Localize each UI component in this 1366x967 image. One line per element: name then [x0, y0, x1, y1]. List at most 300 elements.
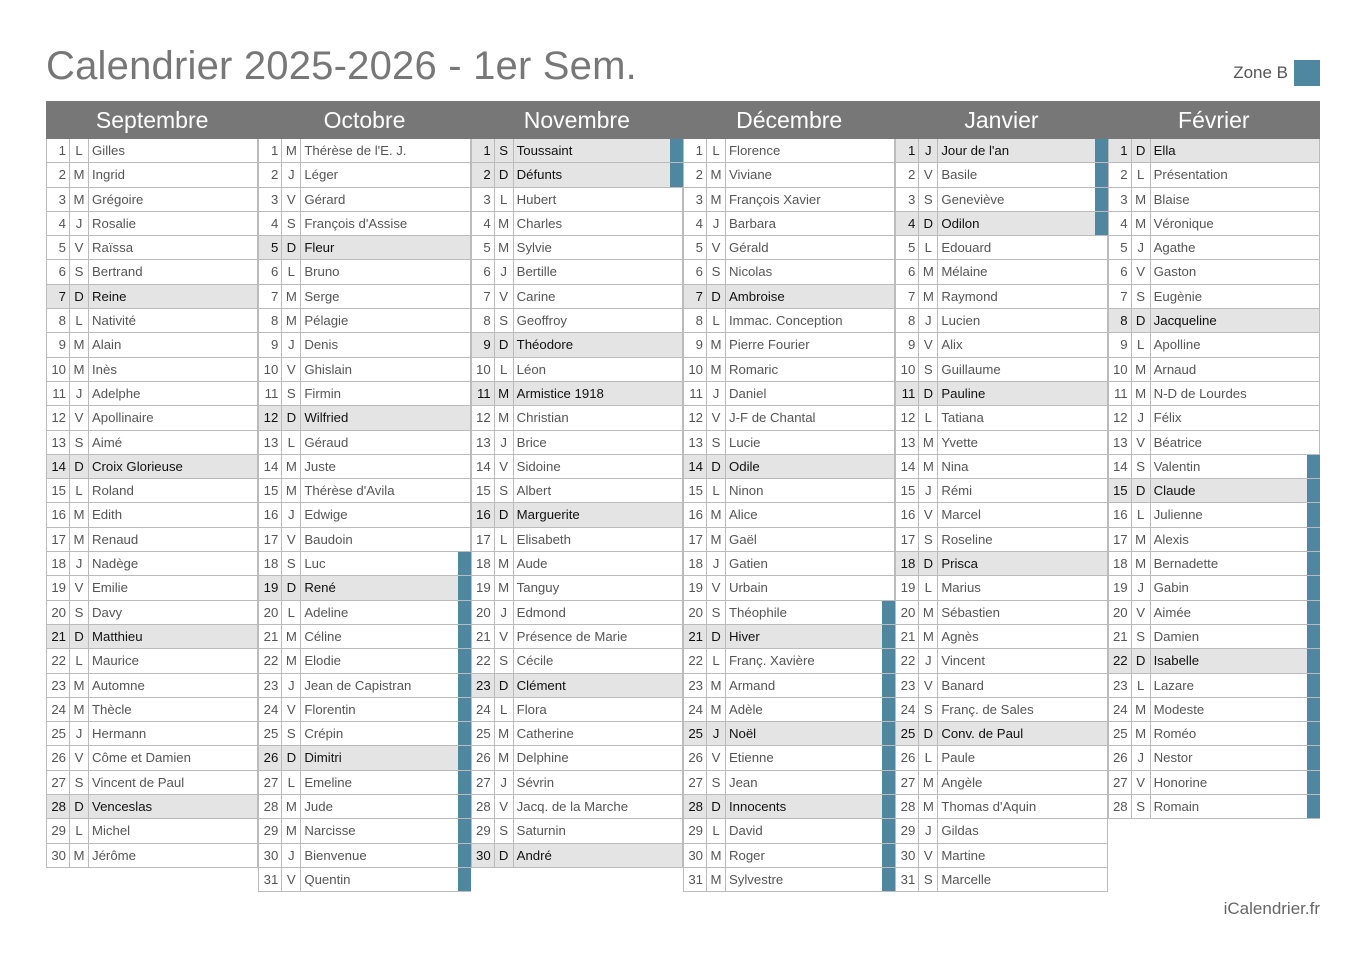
day-number: 17 — [683, 528, 707, 551]
day-letter: D — [1132, 479, 1151, 502]
day-row — [683, 285, 895, 309]
saint-name: Roland — [89, 479, 258, 502]
day-number: 9 — [46, 333, 70, 356]
day-letter: L — [70, 139, 89, 162]
day-row — [1108, 188, 1320, 212]
day-letter: L — [70, 479, 89, 502]
day-number: 15 — [1108, 479, 1132, 502]
day-number: 15 — [471, 479, 495, 502]
day-letter: L — [495, 358, 514, 381]
day-letter: S — [282, 382, 301, 405]
day-number: 12 — [683, 406, 707, 429]
day-row — [258, 576, 470, 600]
saint-name: Aimé — [89, 431, 258, 454]
day-row — [683, 795, 895, 819]
saint-name: Sébastien — [938, 601, 1107, 624]
saint-name: Roger — [726, 844, 895, 867]
day-number: 18 — [258, 552, 282, 575]
saint-name: Jean de Capistran — [301, 674, 470, 697]
saint-name: Venceslas — [89, 795, 258, 818]
day-letter: L — [1132, 163, 1151, 186]
day-number: 14 — [1108, 455, 1132, 478]
day-row — [683, 625, 895, 649]
saint-name: Vincent — [938, 649, 1107, 672]
saint-name: Gérald — [726, 236, 895, 259]
saint-name: Franç. de Sales — [938, 698, 1107, 721]
saint-name: Aimée — [1151, 601, 1320, 624]
day-row — [471, 771, 683, 795]
day-number: 23 — [46, 674, 70, 697]
day-row — [46, 260, 258, 284]
saint-name: N-D de Lourdes — [1151, 382, 1320, 405]
day-row — [683, 601, 895, 625]
day-row — [895, 868, 1107, 892]
day-row — [258, 674, 470, 698]
day-number: 20 — [1108, 601, 1132, 624]
day-letter: D — [707, 795, 726, 818]
day-row — [258, 795, 470, 819]
day-row — [46, 795, 258, 819]
day-row — [46, 285, 258, 309]
day-row — [471, 333, 683, 357]
day-row — [258, 309, 470, 333]
saint-name: Odilon — [938, 212, 1107, 235]
saint-name: Charles — [514, 212, 683, 235]
day-letter: M — [495, 746, 514, 769]
saint-name: Sidoine — [514, 455, 683, 478]
day-letter: M — [919, 260, 938, 283]
day-row — [683, 455, 895, 479]
month-header: Décembre — [683, 101, 895, 139]
day-row — [1108, 722, 1320, 746]
day-number: 18 — [46, 552, 70, 575]
day-row — [1108, 455, 1320, 479]
day-number: 21 — [471, 625, 495, 648]
saint-name: Théodore — [514, 333, 683, 356]
day-row — [471, 601, 683, 625]
day-number: 21 — [683, 625, 707, 648]
saint-name: Hubert — [514, 188, 683, 211]
day-row — [1108, 601, 1320, 625]
saint-name: Gildas — [938, 819, 1107, 842]
day-row — [683, 188, 895, 212]
saint-name: Automne — [89, 674, 258, 697]
saint-name: Davy — [89, 601, 258, 624]
saint-name: Julienne — [1151, 503, 1320, 526]
day-number: 22 — [258, 649, 282, 672]
day-letter: L — [919, 236, 938, 259]
saint-name: Innocents — [726, 795, 895, 818]
day-row — [258, 139, 470, 163]
day-number: 26 — [895, 746, 919, 769]
saint-name: Grégoire — [89, 188, 258, 211]
day-row — [258, 819, 470, 843]
saint-name: Thérèse de l'E. J. — [301, 139, 470, 162]
saint-name: Thomas d'Aquin — [938, 795, 1107, 818]
day-number: 17 — [471, 528, 495, 551]
day-number: 6 — [46, 260, 70, 283]
day-row — [1108, 212, 1320, 236]
day-letter: S — [1132, 285, 1151, 308]
day-letter: S — [1132, 795, 1151, 818]
day-letter: M — [707, 333, 726, 356]
day-row — [258, 625, 470, 649]
day-letter: V — [1132, 771, 1151, 794]
day-letter: S — [707, 601, 726, 624]
day-row — [471, 285, 683, 309]
day-row — [683, 528, 895, 552]
day-row — [895, 431, 1107, 455]
day-letter: L — [1132, 503, 1151, 526]
day-row — [895, 844, 1107, 868]
day-letter: M — [495, 382, 514, 405]
saint-name: Dimitri — [301, 746, 470, 769]
day-number: 24 — [258, 698, 282, 721]
day-number: 9 — [471, 333, 495, 356]
saint-name: Ingrid — [89, 163, 258, 186]
day-number: 12 — [1108, 406, 1132, 429]
day-row — [471, 188, 683, 212]
day-row — [683, 674, 895, 698]
day-letter: M — [707, 844, 726, 867]
day-number: 16 — [258, 503, 282, 526]
day-number: 7 — [471, 285, 495, 308]
day-number: 7 — [46, 285, 70, 308]
saint-name: Renaud — [89, 528, 258, 551]
saint-name: Thècle — [89, 698, 258, 721]
day-letter: S — [707, 431, 726, 454]
day-number: 31 — [683, 868, 707, 891]
day-number: 30 — [895, 844, 919, 867]
day-row — [1108, 285, 1320, 309]
saint-name: Nestor — [1151, 746, 1320, 769]
day-row — [46, 698, 258, 722]
day-number: 13 — [1108, 431, 1132, 454]
day-number: 6 — [258, 260, 282, 283]
day-number: 7 — [258, 285, 282, 308]
day-letter: M — [282, 139, 301, 162]
day-row — [895, 649, 1107, 673]
day-letter: M — [70, 163, 89, 186]
month-column — [683, 101, 895, 892]
day-number: 10 — [895, 358, 919, 381]
day-letter: V — [282, 868, 301, 891]
day-number: 23 — [895, 674, 919, 697]
day-number: 26 — [683, 746, 707, 769]
day-number: 26 — [471, 746, 495, 769]
day-number: 22 — [46, 649, 70, 672]
day-letter: L — [70, 649, 89, 672]
day-row — [895, 260, 1107, 284]
day-letter: M — [282, 309, 301, 332]
day-number: 13 — [471, 431, 495, 454]
saint-name: Défunts — [514, 163, 683, 186]
day-number: 28 — [471, 795, 495, 818]
day-row — [46, 188, 258, 212]
day-number: 29 — [258, 819, 282, 842]
day-row — [471, 309, 683, 333]
day-row — [258, 406, 470, 430]
day-number: 3 — [1108, 188, 1132, 211]
day-letter: M — [1132, 552, 1151, 575]
day-number: 30 — [683, 844, 707, 867]
day-row — [258, 382, 470, 406]
day-row — [1108, 698, 1320, 722]
day-row — [683, 309, 895, 333]
day-number: 3 — [258, 188, 282, 211]
day-number: 11 — [471, 382, 495, 405]
saint-name: Alain — [89, 333, 258, 356]
saint-name: Côme et Damien — [89, 746, 258, 769]
day-row — [683, 503, 895, 527]
day-number: 1 — [258, 139, 282, 162]
saint-name: Immac. Conception — [726, 309, 895, 332]
day-row — [1108, 649, 1320, 673]
day-row — [1108, 358, 1320, 382]
day-letter: D — [495, 163, 514, 186]
day-row — [46, 576, 258, 600]
day-letter: S — [495, 819, 514, 842]
saint-name: Sévrin — [514, 771, 683, 794]
saint-name: Valentin — [1151, 455, 1320, 478]
day-letter: M — [70, 503, 89, 526]
day-number: 29 — [683, 819, 707, 842]
day-letter: V — [495, 625, 514, 648]
saint-name: David — [726, 819, 895, 842]
day-letter: V — [282, 358, 301, 381]
day-number: 3 — [46, 188, 70, 211]
day-row — [258, 503, 470, 527]
day-row — [258, 358, 470, 382]
day-number: 24 — [1108, 698, 1132, 721]
saint-name: Ninon — [726, 479, 895, 502]
day-letter: D — [919, 722, 938, 745]
day-letter: D — [495, 333, 514, 356]
day-number: 5 — [1108, 236, 1132, 259]
day-letter: L — [919, 406, 938, 429]
day-number: 13 — [46, 431, 70, 454]
day-letter: J — [70, 722, 89, 745]
day-letter: J — [707, 552, 726, 575]
saint-name: Eugènie — [1151, 285, 1320, 308]
day-row — [258, 333, 470, 357]
day-row — [471, 163, 683, 187]
day-letter: M — [919, 455, 938, 478]
day-number: 3 — [471, 188, 495, 211]
day-number: 5 — [46, 236, 70, 259]
saint-name: Geneviève — [938, 188, 1107, 211]
day-number: 25 — [46, 722, 70, 745]
day-number: 6 — [895, 260, 919, 283]
day-number: 22 — [471, 649, 495, 672]
day-letter: J — [707, 212, 726, 235]
saint-name: Marius — [938, 576, 1107, 599]
day-number: 29 — [895, 819, 919, 842]
day-row — [46, 431, 258, 455]
day-number: 18 — [1108, 552, 1132, 575]
day-number: 21 — [258, 625, 282, 648]
day-number: 14 — [258, 455, 282, 478]
day-letter: L — [282, 431, 301, 454]
day-letter: L — [70, 309, 89, 332]
saint-name: Edwige — [301, 503, 470, 526]
saint-name: Roméo — [1151, 722, 1320, 745]
saint-name: Honorine — [1151, 771, 1320, 794]
day-row — [895, 139, 1107, 163]
day-letter: J — [919, 309, 938, 332]
day-row — [258, 601, 470, 625]
day-letter: S — [707, 260, 726, 283]
day-letter: S — [919, 358, 938, 381]
day-letter: D — [282, 406, 301, 429]
day-row — [683, 163, 895, 187]
day-letter: V — [919, 503, 938, 526]
saint-name: Edith — [89, 503, 258, 526]
day-letter: S — [282, 212, 301, 235]
day-number: 2 — [683, 163, 707, 186]
day-letter: S — [282, 722, 301, 745]
day-number: 29 — [46, 819, 70, 842]
saint-name: Roseline — [938, 528, 1107, 551]
day-number: 24 — [895, 698, 919, 721]
day-row — [683, 358, 895, 382]
saint-name: Wilfried — [301, 406, 470, 429]
month-column — [258, 101, 470, 892]
day-letter: M — [1132, 698, 1151, 721]
day-letter: D — [1132, 309, 1151, 332]
day-row — [471, 795, 683, 819]
day-row — [683, 698, 895, 722]
day-letter: L — [707, 139, 726, 162]
saint-name: Maurice — [89, 649, 258, 672]
day-number: 14 — [471, 455, 495, 478]
saint-name: Prisca — [938, 552, 1107, 575]
day-number: 1 — [46, 139, 70, 162]
day-row — [46, 552, 258, 576]
day-number: 19 — [895, 576, 919, 599]
day-row — [895, 771, 1107, 795]
saint-name: Quentin — [301, 868, 470, 891]
day-number: 1 — [1108, 139, 1132, 162]
saint-name: Albert — [514, 479, 683, 502]
day-letter: V — [707, 236, 726, 259]
day-number: 17 — [1108, 528, 1132, 551]
day-row — [471, 844, 683, 868]
saint-name: Ghislain — [301, 358, 470, 381]
month-header: Novembre — [471, 101, 683, 139]
day-letter: M — [495, 552, 514, 575]
day-row — [1108, 746, 1320, 770]
saint-name: Ambroise — [726, 285, 895, 308]
saint-name: Urbain — [726, 576, 895, 599]
day-row — [471, 260, 683, 284]
day-number: 26 — [258, 746, 282, 769]
day-number: 27 — [1108, 771, 1132, 794]
day-number: 4 — [46, 212, 70, 235]
zone-swatch — [1294, 60, 1320, 86]
day-letter: S — [282, 552, 301, 575]
saint-name: Noël — [726, 722, 895, 745]
day-number: 11 — [258, 382, 282, 405]
day-row — [1108, 528, 1320, 552]
saint-name: Marcel — [938, 503, 1107, 526]
saint-name: Agnès — [938, 625, 1107, 648]
saint-name: Adeline — [301, 601, 470, 624]
day-number: 4 — [1108, 212, 1132, 235]
day-row — [46, 333, 258, 357]
day-letter: M — [495, 212, 514, 235]
day-row — [258, 868, 470, 892]
month-header: Octobre — [258, 101, 470, 139]
day-row — [895, 455, 1107, 479]
day-row — [471, 528, 683, 552]
saint-name: Thérèse d'Avila — [301, 479, 470, 502]
day-number: 24 — [46, 698, 70, 721]
saint-name: Geoffroy — [514, 309, 683, 332]
day-row — [683, 236, 895, 260]
day-number: 16 — [683, 503, 707, 526]
day-number: 20 — [895, 601, 919, 624]
day-number: 16 — [46, 503, 70, 526]
day-letter: M — [495, 406, 514, 429]
day-row — [1108, 479, 1320, 503]
day-number: 7 — [683, 285, 707, 308]
day-number: 19 — [683, 576, 707, 599]
day-number: 12 — [471, 406, 495, 429]
day-number: 8 — [258, 309, 282, 332]
day-row — [258, 212, 470, 236]
day-number: 27 — [258, 771, 282, 794]
day-number: 19 — [46, 576, 70, 599]
day-row — [471, 431, 683, 455]
day-number: 9 — [258, 333, 282, 356]
saint-name: Serge — [301, 285, 470, 308]
day-row — [46, 236, 258, 260]
day-letter: M — [282, 455, 301, 478]
saint-name: Rosalie — [89, 212, 258, 235]
day-row — [46, 139, 258, 163]
day-number: 18 — [683, 552, 707, 575]
day-letter: M — [1132, 188, 1151, 211]
day-number: 8 — [46, 309, 70, 332]
day-letter: M — [495, 722, 514, 745]
saint-name: Inès — [89, 358, 258, 381]
day-letter: M — [70, 188, 89, 211]
day-letter: S — [70, 771, 89, 794]
day-number: 6 — [683, 260, 707, 283]
saint-name: Aude — [514, 552, 683, 575]
saint-name: Saturnin — [514, 819, 683, 842]
saint-name: Isabelle — [1151, 649, 1320, 672]
day-row — [683, 722, 895, 746]
day-row — [895, 188, 1107, 212]
day-number: 6 — [1108, 260, 1132, 283]
saint-name: Armistice 1918 — [514, 382, 683, 405]
saint-name: Yvette — [938, 431, 1107, 454]
day-letter: L — [707, 819, 726, 842]
day-letter: L — [282, 260, 301, 283]
day-letter: M — [707, 674, 726, 697]
saint-name: Viviane — [726, 163, 895, 186]
day-letter: V — [282, 698, 301, 721]
day-letter: J — [1132, 746, 1151, 769]
day-letter: M — [282, 479, 301, 502]
day-row — [46, 746, 258, 770]
saint-name: Gérard — [301, 188, 470, 211]
day-row — [46, 503, 258, 527]
day-letter: D — [282, 746, 301, 769]
day-row — [683, 260, 895, 284]
